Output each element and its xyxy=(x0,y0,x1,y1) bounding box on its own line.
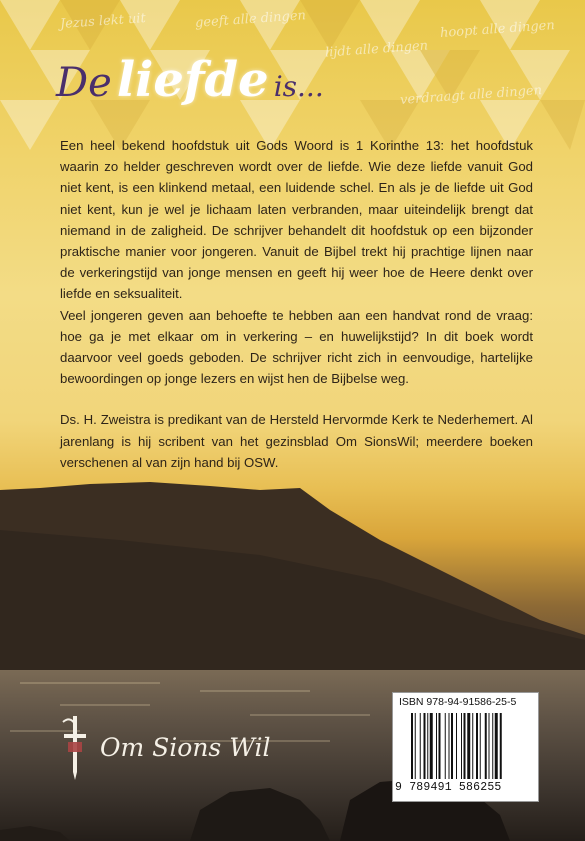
blurb xyxy=(60,135,533,473)
background-script-3: hoopt alle dingen xyxy=(439,18,556,41)
isbn-barcode-box xyxy=(392,692,539,802)
title-de: De xyxy=(56,60,112,106)
mountain-silhouette xyxy=(0,470,585,690)
author-bio: Ds. H. Zweistra is predikant van de Hersteld Hervormde Kerk te Nederhemert. Al jarenlang is hij scribent van het gezinsblad Om SionsWil; meerdere boeken verschenen al van zijn hand bij OSW. xyxy=(60,412,533,470)
background-script-4: lijdt alle dingen xyxy=(324,38,429,61)
background-script-1: Jezus lekt uit xyxy=(59,11,147,32)
barcode xyxy=(411,713,531,783)
sword-logo-icon xyxy=(58,712,92,782)
isbn-label: ISBN 978-94-91586-25-5 xyxy=(399,696,517,708)
barcode-digits: 9 789491 586255 xyxy=(395,781,502,794)
background-script-5: verdraagt alle dingen xyxy=(399,83,543,108)
publisher-name: Om Sions Wil xyxy=(100,732,271,762)
blurb-paragraph-2: Veel jongeren geven aan behoefte te hebben aan een handvat rond de vraag: hoe ga je met elkaar om in verkering – en huwelijkstijd? In dit boek wordt daarvoor veel goeds geboden. De schrijver richt zich in eenvoudige, hartelijke bewoordingen op jonge lezers en wijst hen de Bijbelse weg. xyxy=(60,307,533,387)
background-script-2: geeft alle dingen xyxy=(194,8,307,31)
blurb-paragraph-1: Een heel bekend hoofdstuk uit Gods Woord is 1 Korinthe 13: het hoofdstuk waarin zo helder geschreven wordt over de liefde. Wie deze liefde vanuit God niet kent, is een klinkend metaal, een luidende schel. En als je de liefde uit God niet kent, kun je wel je lichaam laten verbranden, maar uiteindelijk brengt dat niemand in de zaligheid. De schrijver behandelt dit hoofdstuk op een bijzonder praktische manier voor jongeren. Vanuit de Bijbel trekt hij prachtige lijnen naar de verkeringstijd van jonge mensen en geeft hij weer hoe de Heere denkt over liefde en seksualiteit. xyxy=(60,138,533,302)
publisher-logo xyxy=(58,712,270,782)
title-is: is... xyxy=(273,70,324,103)
book-title xyxy=(56,52,324,112)
title-liefde: liefde xyxy=(116,52,269,108)
